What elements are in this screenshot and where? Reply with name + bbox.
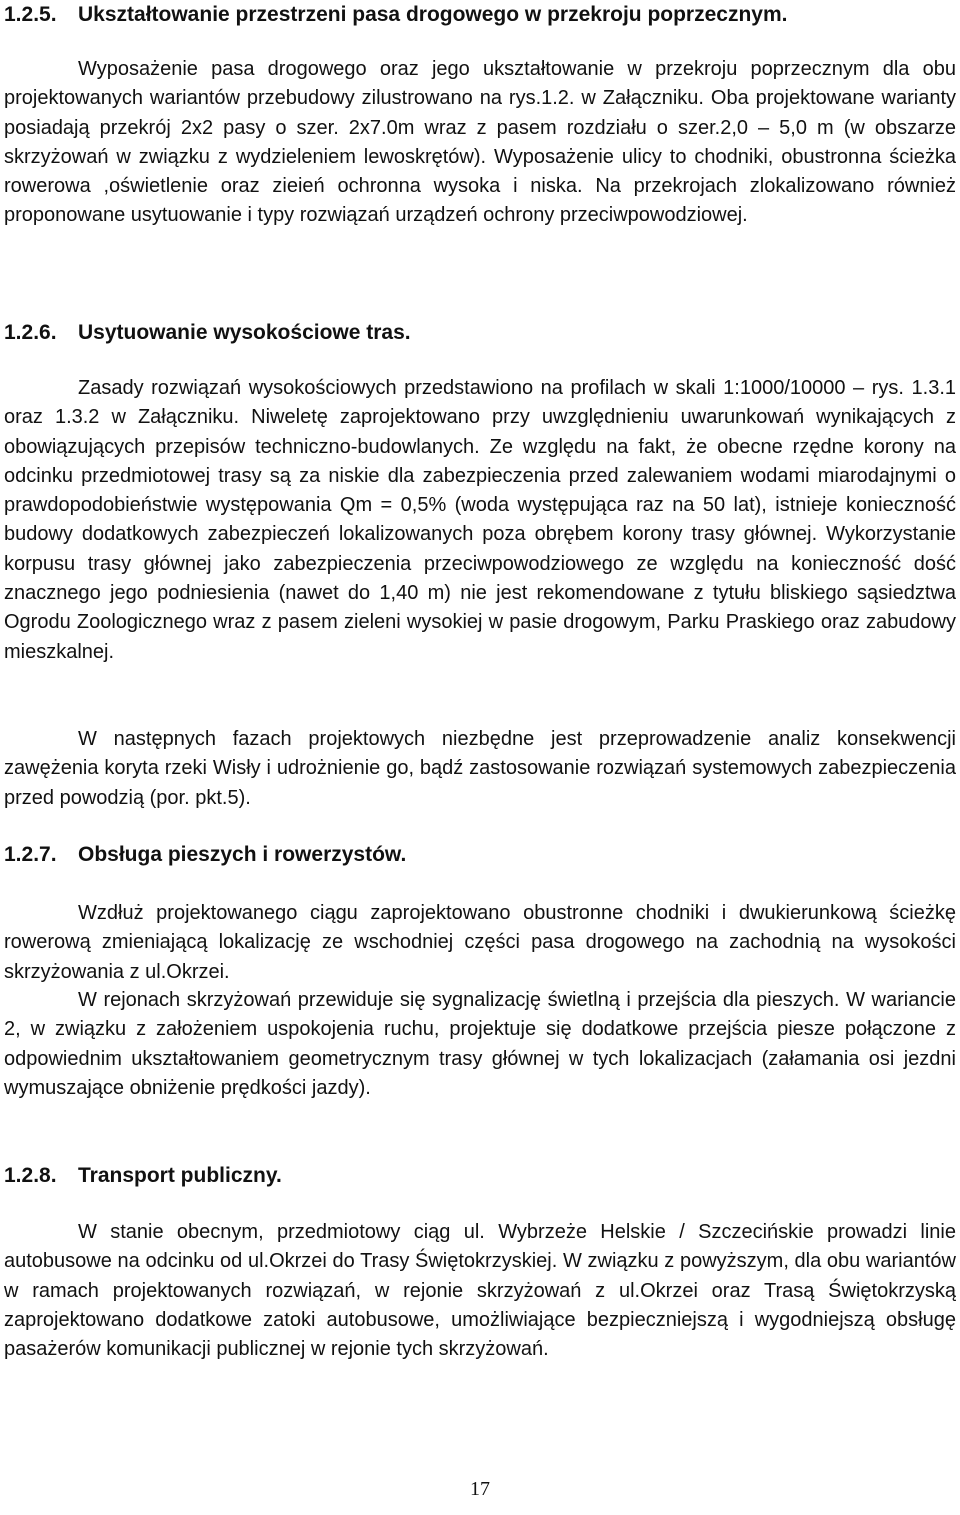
section-title: Usytuowanie wysokościowe tras. [78, 321, 411, 344]
section-number: 1.2.6. [4, 321, 57, 344]
section-heading-1-2-5 [4, 0, 787, 29]
section-heading-1-2-7 [4, 840, 406, 869]
sentence: Zasady rozwiązań wysokościowych przedstawiono na profilach w skali 1:1000/10000 – rys. 1.3.1 oraz 1.3.2 w Załączniku. [4, 377, 956, 429]
paragraph-pedestrian-crossings [4, 986, 956, 1103]
section-title: Ukształtowanie przestrzeni pasa drogowego w przekroju poprzecznym. [78, 3, 788, 26]
sentence: Wykorzystanie korpusu trasy głównej jako zabezpieczenia przeciwpowodziowego ze względu na konieczność dość znacznego jego podniesienia (nawet do 1,40 m) nie jest rekomendowane z tytułu bliskiego sąsiedztwa Ogrodu Zoologicznego wraz z pasem zieleni wysokiej w pasie drogowym, Parku Praskiego oraz zabudowy mieszkalnej. [4, 523, 957, 663]
sentence: W wariancie 2, w związku z założeniem uspokojenia ruchu, projektuje się dodatkowe przejścia piesze połączone z odpowiednim ukształtowaniem geometrycznym trasy głównej w tych lokalizacjach (załamania osi jezdni wymuszające obniżenie prędkości jazdy). [4, 989, 957, 1099]
section-number: 1.2.8. [4, 1164, 57, 1187]
section-heading-1-2-8 [4, 1161, 282, 1190]
sentence: W rejonach skrzyżowań przewiduje się sygnalizację świetlną i przejścia dla pieszych. [78, 989, 840, 1011]
sentence: Wyposażenie pasa drogowego oraz jego ukształtowanie w przekroju poprzecznym dla obu projektowanych wariantów przebudowy zilustrowano na rys.1.2. w Załączniku. [4, 58, 956, 110]
sentence: Wyposażenie ulicy to chodniki, obustronna ścieżka rowerowa ,oświetlenie oraz zieień ochronna wysoka i niska. [4, 145, 956, 198]
sentence: Na przekrojach zlokalizowano również proponowane usytuowanie i typy rozwiązań urządzeń ochrony przeciwpowodziowej. [4, 175, 956, 227]
paragraph-cross-section [4, 55, 956, 231]
paragraph-next-phases [4, 725, 956, 813]
paragraph-text: Wzdłuż projektowanego ciągu zaprojektowano obustronne chodniki i dwukierunkową ścieżkę rowerową zmieniającą lokalizację ze wschodniej części pasa drogowego na zachodnią na wysokości skrzyżowania z ul.Okrzei. [4, 902, 956, 983]
section-number: 1.2.7. [4, 843, 57, 866]
page-number: 17 [470, 1478, 490, 1500]
sentence: Oba projektowane warianty posiadają przekrój 2x2 pasy o szer. 2x7.0m wraz z pasem rozdziału o szer.2,0 – 5,0 m (w obszarze skrzyżowań w związku z wydzieleniem lewoskrętów). [4, 87, 956, 168]
section-number: 1.2.5. [4, 3, 57, 26]
section-title: Transport publiczny. [78, 1164, 282, 1187]
paragraph-pedestrian-paths [4, 899, 956, 987]
paragraph-public-transport [4, 1218, 956, 1364]
sentence: Niweletę zaprojektowano przy uwzględnieniu uwarunkowań wynikających z obowiązujących przepisów techniczno-budowlanych. [4, 406, 956, 458]
section-heading-1-2-6 [4, 318, 411, 347]
sentence: W związku z powyższym, dla obu wariantów w ramach projektowanych rozwiązań, w rejonie skrzyżowań z ul.Okrzei oraz Trasą Świętokrzyską zaprojektowano dodatkowe zatoki autobusowe, umożliwiające bezpieczniejszą i wygodniejszą obsługę pasażerów komunikacji publicznej w rejonie tych skrzyżowań. [4, 1250, 956, 1361]
sentence: W stanie obecnym, przedmiotowy ciąg ul. Wybrzeże Helskie / Szczecińskie prowadzi linie autobusowe na odcinku od ul.Okrzei do Trasy Świętokrzyskiej. [4, 1221, 956, 1273]
section-title: Obsługa pieszych i rowerzystów. [78, 843, 407, 866]
paragraph-text: W następnych fazach projektowych niezbędne jest przeprowadzenie analiz konsekwencji zawężenia koryta rzeki Wisły i udrożnienie go, bądź zastosowanie rozwiązań systemowych zabezpieczenia przed powodzią (por. pkt.5). [4, 728, 956, 809]
paragraph-elevation [4, 374, 956, 667]
sentence: Ze względu na fakt, że obecne rzędne korony na odcinku przedmiotowej trasy są za niskie dla zabezpieczenia przed zalewaniem wodami miarodajnymi o prawdopodobieństwie występowania Qm = 0,5% (woda występująca raz na 50 lat), istnieje konieczność budowy dodatkowych zabezpieczeń lokalizowanych poza obrębem korony trasy głównej. [4, 435, 956, 546]
